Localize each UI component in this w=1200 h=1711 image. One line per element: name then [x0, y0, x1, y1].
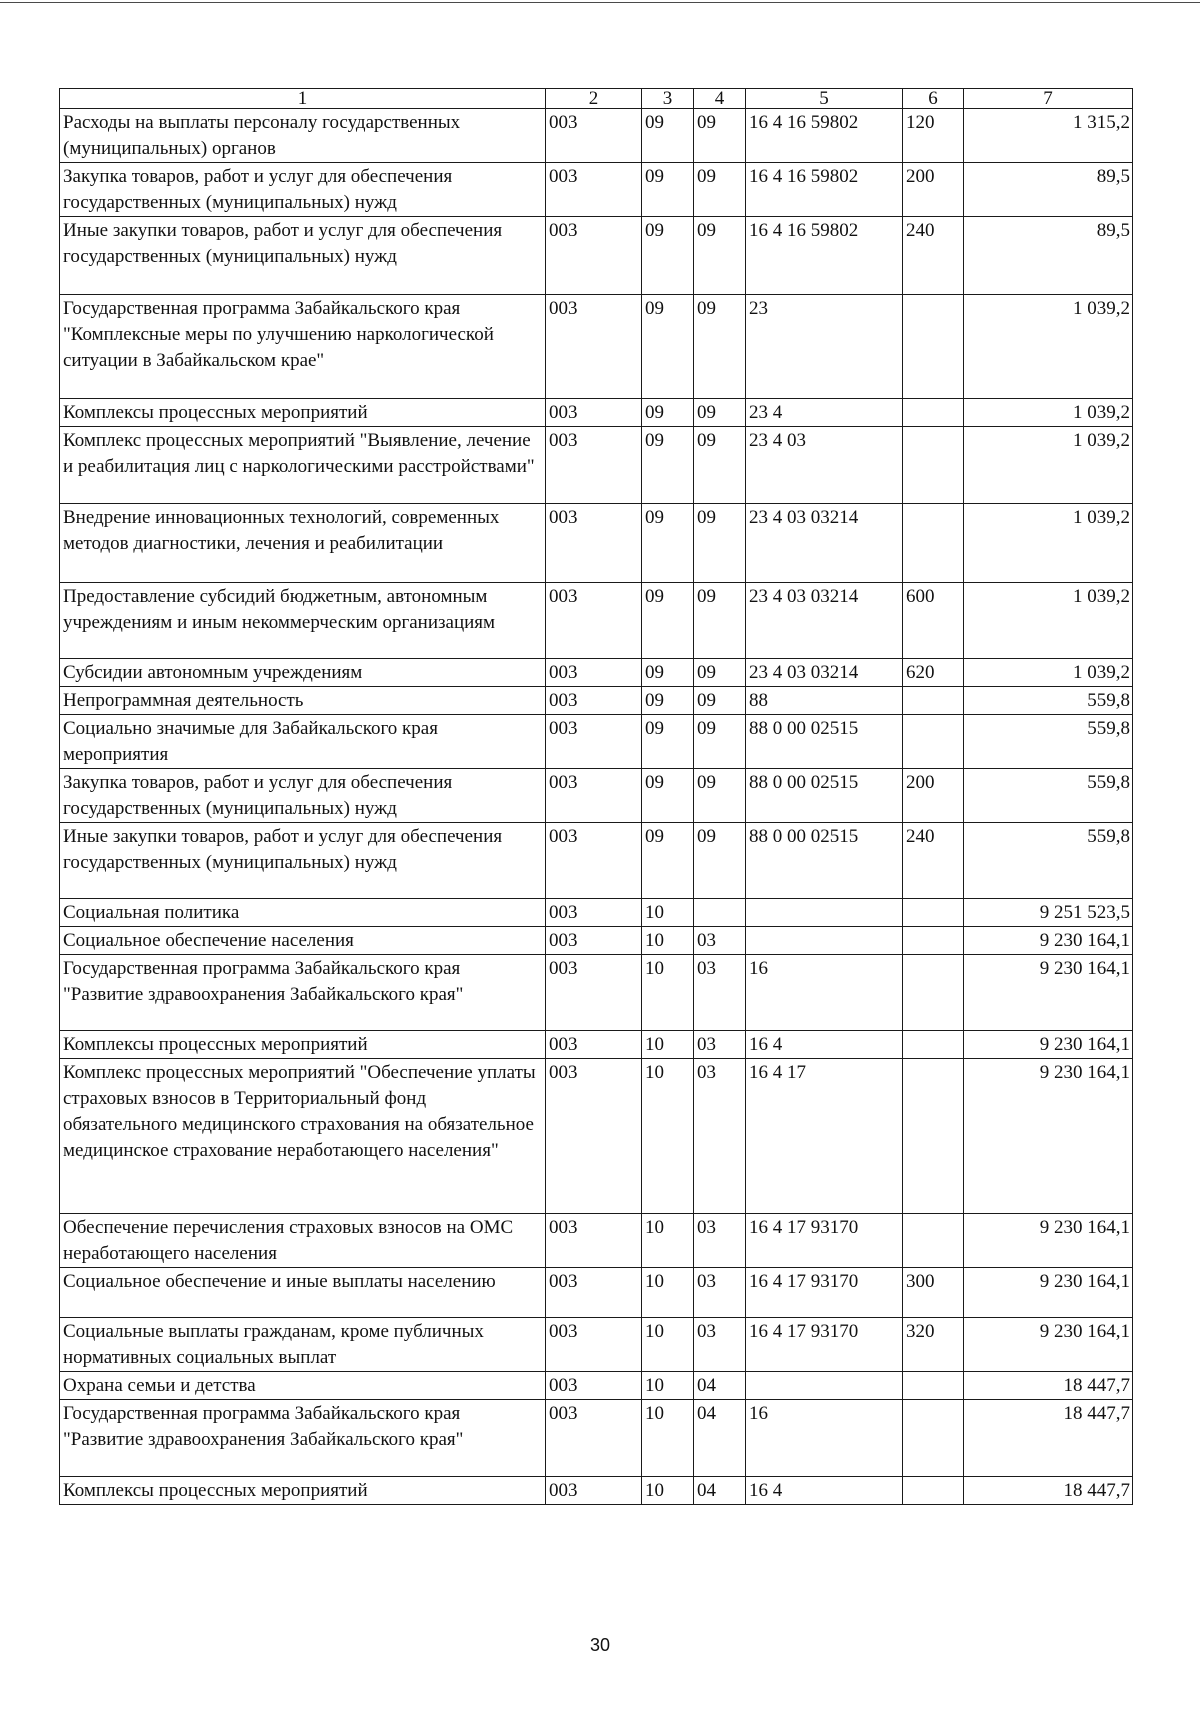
code-cell: 003 — [546, 399, 642, 427]
code-cell: 003 — [546, 217, 642, 295]
subsection-cell: 09 — [694, 399, 746, 427]
target-article-cell — [746, 1372, 903, 1400]
code-cell: 003 — [546, 1268, 642, 1318]
amount-cell: 9 230 164,1 — [964, 1059, 1133, 1214]
target-article-cell: 16 4 17 — [746, 1059, 903, 1214]
code-cell: 003 — [546, 1031, 642, 1059]
code-cell: 003 — [546, 899, 642, 927]
row-name-cell: Социальное обеспечение населения — [60, 927, 546, 955]
expense-type-cell: 120 — [903, 109, 964, 163]
expense-type-cell — [903, 295, 964, 399]
section-cell: 09 — [642, 163, 694, 217]
target-article-cell: 23 4 03 — [746, 427, 903, 504]
expense-type-cell — [903, 427, 964, 504]
amount-cell: 559,8 — [964, 715, 1133, 769]
table-row — [60, 927, 1133, 955]
row-name-cell: Социальные выплаты гражданам, кроме публичных нормативных социальных выплат — [60, 1318, 546, 1372]
row-name-cell: Расходы на выплаты персоналу государственных (муниципальных) органов — [60, 109, 546, 163]
target-article-cell: 88 0 00 02515 — [746, 769, 903, 823]
expense-type-cell — [903, 1214, 964, 1268]
table-row — [60, 687, 1133, 715]
amount-cell: 1 039,2 — [964, 583, 1133, 659]
amount-cell: 9 230 164,1 — [964, 1318, 1133, 1372]
page-number: 30 — [589, 1635, 611, 1655]
amount-cell: 9 230 164,1 — [964, 1031, 1133, 1059]
column-number-row — [60, 89, 1133, 109]
target-article-cell: 88 0 00 02515 — [746, 715, 903, 769]
section-cell: 09 — [642, 504, 694, 583]
row-name-cell: Охрана семьи и детства — [60, 1372, 546, 1400]
table-row — [60, 1059, 1133, 1214]
section-cell: 10 — [642, 899, 694, 927]
amount-cell: 9 230 164,1 — [964, 1268, 1133, 1318]
subsection-cell: 09 — [694, 583, 746, 659]
target-article-cell: 16 4 16 59802 — [746, 163, 903, 217]
code-cell: 003 — [546, 1318, 642, 1372]
code-cell: 003 — [546, 504, 642, 583]
code-cell: 003 — [546, 687, 642, 715]
target-article-cell — [746, 899, 903, 927]
column-number-cell: 1 — [60, 89, 546, 109]
section-cell: 10 — [642, 1372, 694, 1400]
expense-type-cell: 200 — [903, 163, 964, 217]
row-name-cell: Обеспечение перечисления страховых взносов на ОМС неработающего населения — [60, 1214, 546, 1268]
section-cell: 09 — [642, 295, 694, 399]
expense-type-cell — [903, 687, 964, 715]
row-name-cell: Комплексы процессных мероприятий — [60, 399, 546, 427]
code-cell: 003 — [546, 955, 642, 1031]
expense-type-cell: 320 — [903, 1318, 964, 1372]
row-name-cell: Государственная программа Забайкальского края "Развитие здравоохранения Забайкальского края" — [60, 955, 546, 1031]
row-name-cell: Комплексы процессных мероприятий — [60, 1477, 546, 1505]
section-cell: 10 — [642, 1214, 694, 1268]
expense-type-cell — [903, 1400, 964, 1477]
column-number-cell: 7 — [964, 89, 1133, 109]
target-article-cell: 16 4 — [746, 1031, 903, 1059]
expense-type-cell — [903, 1059, 964, 1214]
table-row — [60, 899, 1133, 927]
subsection-cell: 09 — [694, 769, 746, 823]
target-article-cell: 23 — [746, 295, 903, 399]
section-cell: 09 — [642, 687, 694, 715]
subsection-cell — [694, 899, 746, 927]
column-number-cell: 3 — [642, 89, 694, 109]
section-cell: 10 — [642, 955, 694, 1031]
code-cell: 003 — [546, 295, 642, 399]
table-row — [60, 163, 1133, 217]
subsection-cell: 03 — [694, 1214, 746, 1268]
section-cell: 10 — [642, 1059, 694, 1214]
row-name-cell: Непрограммная деятельность — [60, 687, 546, 715]
table-row — [60, 1268, 1133, 1318]
table-row — [60, 427, 1133, 504]
table-row — [60, 1400, 1133, 1477]
section-cell: 09 — [642, 659, 694, 687]
table-row — [60, 769, 1133, 823]
subsection-cell: 03 — [694, 1031, 746, 1059]
row-name-cell: Социальное обеспечение и иные выплаты населению — [60, 1268, 546, 1318]
row-name-cell: Внедрение инновационных технологий, современных методов диагностики, лечения и реабилитации — [60, 504, 546, 583]
expense-type-cell — [903, 955, 964, 1031]
code-cell: 003 — [546, 1477, 642, 1505]
table-row — [60, 659, 1133, 687]
amount-cell: 1 039,2 — [964, 295, 1133, 399]
subsection-cell: 09 — [694, 687, 746, 715]
table-row — [60, 109, 1133, 163]
expense-type-cell: 200 — [903, 769, 964, 823]
code-cell: 003 — [546, 1400, 642, 1477]
expense-type-cell — [903, 899, 964, 927]
table-row — [60, 295, 1133, 399]
row-name-cell: Иные закупки товаров, работ и услуг для обеспечения государственных (муниципальных) нужд — [60, 217, 546, 295]
section-cell: 09 — [642, 769, 694, 823]
table-row — [60, 823, 1133, 899]
amount-cell: 559,8 — [964, 823, 1133, 899]
section-cell: 10 — [642, 1400, 694, 1477]
expense-type-cell — [903, 1477, 964, 1505]
row-name-cell: Закупка товаров, работ и услуг для обеспечения государственных (муниципальных) нужд — [60, 769, 546, 823]
section-cell: 10 — [642, 1318, 694, 1372]
subsection-cell: 09 — [694, 823, 746, 899]
target-article-cell — [746, 927, 903, 955]
amount-cell: 18 447,7 — [964, 1477, 1133, 1505]
expense-type-cell: 240 — [903, 823, 964, 899]
table-row — [60, 1214, 1133, 1268]
expense-type-cell: 300 — [903, 1268, 964, 1318]
column-number-cell: 4 — [694, 89, 746, 109]
expense-type-cell — [903, 1372, 964, 1400]
target-article-cell: 16 — [746, 955, 903, 1031]
budget-table — [59, 88, 1133, 1505]
target-article-cell: 23 4 — [746, 399, 903, 427]
target-article-cell: 23 4 03 03214 — [746, 504, 903, 583]
subsection-cell: 03 — [694, 1059, 746, 1214]
section-cell: 09 — [642, 217, 694, 295]
target-article-cell: 23 4 03 03214 — [746, 583, 903, 659]
target-article-cell: 88 — [746, 687, 903, 715]
row-name-cell: Комплекс процессных мероприятий "Выявление, лечение и реабилитация лиц с наркологическими расстройствами" — [60, 427, 546, 504]
amount-cell: 1 315,2 — [964, 109, 1133, 163]
code-cell: 003 — [546, 1372, 642, 1400]
section-cell: 09 — [642, 583, 694, 659]
amount-cell: 18 447,7 — [964, 1400, 1133, 1477]
table-body — [60, 109, 1133, 1505]
amount-cell: 9 251 523,5 — [964, 899, 1133, 927]
section-cell: 09 — [642, 399, 694, 427]
section-cell: 09 — [642, 823, 694, 899]
amount-cell: 1 039,2 — [964, 427, 1133, 504]
code-cell: 003 — [546, 927, 642, 955]
code-cell: 003 — [546, 583, 642, 659]
table-row — [60, 1477, 1133, 1505]
amount-cell: 18 447,7 — [964, 1372, 1133, 1400]
column-number-cell: 5 — [746, 89, 903, 109]
section-cell: 09 — [642, 715, 694, 769]
table-row — [60, 1372, 1133, 1400]
target-article-cell: 16 4 — [746, 1477, 903, 1505]
column-number-cell: 2 — [546, 89, 642, 109]
code-cell: 003 — [546, 1214, 642, 1268]
column-number-cell: 6 — [903, 89, 964, 109]
target-article-cell: 16 4 16 59802 — [746, 217, 903, 295]
subsection-cell: 03 — [694, 1318, 746, 1372]
expense-type-cell: 240 — [903, 217, 964, 295]
table-row — [60, 715, 1133, 769]
expense-type-cell: 620 — [903, 659, 964, 687]
target-article-cell: 16 4 17 93170 — [746, 1318, 903, 1372]
target-article-cell: 16 — [746, 1400, 903, 1477]
table-row — [60, 1031, 1133, 1059]
amount-cell: 9 230 164,1 — [964, 955, 1133, 1031]
row-name-cell: Государственная программа Забайкальского края "Развитие здравоохранения Забайкальского края" — [60, 1400, 546, 1477]
code-cell: 003 — [546, 769, 642, 823]
target-article-cell: 23 4 03 03214 — [746, 659, 903, 687]
table-row — [60, 1318, 1133, 1372]
row-name-cell: Социально значимые для Забайкальского края мероприятия — [60, 715, 546, 769]
subsection-cell: 09 — [694, 504, 746, 583]
amount-cell: 559,8 — [964, 769, 1133, 823]
code-cell: 003 — [546, 109, 642, 163]
row-name-cell: Закупка товаров, работ и услуг для обеспечения государственных (муниципальных) нужд — [60, 163, 546, 217]
subsection-cell: 09 — [694, 659, 746, 687]
table-row — [60, 955, 1133, 1031]
subsection-cell: 09 — [694, 295, 746, 399]
subsection-cell: 09 — [694, 163, 746, 217]
table-row — [60, 217, 1133, 295]
table-row — [60, 583, 1133, 659]
subsection-cell: 03 — [694, 955, 746, 1031]
code-cell: 003 — [546, 427, 642, 504]
row-name-cell: Предоставление субсидий бюджетным, автономным учреждениям и иным некоммерческим организациям — [60, 583, 546, 659]
amount-cell: 1 039,2 — [964, 504, 1133, 583]
target-article-cell: 88 0 00 02515 — [746, 823, 903, 899]
amount-cell: 1 039,2 — [964, 399, 1133, 427]
expense-type-cell — [903, 715, 964, 769]
section-cell: 10 — [642, 1031, 694, 1059]
amount-cell: 1 039,2 — [964, 659, 1133, 687]
section-cell: 09 — [642, 109, 694, 163]
subsection-cell: 04 — [694, 1477, 746, 1505]
expense-type-cell — [903, 927, 964, 955]
section-cell: 10 — [642, 1268, 694, 1318]
target-article-cell: 16 4 17 93170 — [746, 1268, 903, 1318]
row-name-cell: Социальная политика — [60, 899, 546, 927]
subsection-cell: 09 — [694, 109, 746, 163]
subsection-cell: 04 — [694, 1400, 746, 1477]
scan-top-edge — [0, 2, 1200, 3]
code-cell: 003 — [546, 163, 642, 217]
subsection-cell: 09 — [694, 427, 746, 504]
code-cell: 003 — [546, 1059, 642, 1214]
code-cell: 003 — [546, 715, 642, 769]
target-article-cell: 16 4 16 59802 — [746, 109, 903, 163]
amount-cell: 89,5 — [964, 163, 1133, 217]
amount-cell: 89,5 — [964, 217, 1133, 295]
expense-type-cell: 600 — [903, 583, 964, 659]
row-name-cell: Субсидии автономным учреждениям — [60, 659, 546, 687]
row-name-cell: Государственная программа Забайкальского края "Комплексные меры по улучшению наркологической ситуации в Забайкальском крае" — [60, 295, 546, 399]
expense-type-cell — [903, 1031, 964, 1059]
subsection-cell: 09 — [694, 217, 746, 295]
row-name-cell: Комплексы процессных мероприятий — [60, 1031, 546, 1059]
target-article-cell: 16 4 17 93170 — [746, 1214, 903, 1268]
code-cell: 003 — [546, 823, 642, 899]
section-cell: 10 — [642, 1477, 694, 1505]
section-cell: 10 — [642, 927, 694, 955]
amount-cell: 559,8 — [964, 687, 1133, 715]
code-cell: 003 — [546, 659, 642, 687]
amount-cell: 9 230 164,1 — [964, 927, 1133, 955]
subsection-cell: 09 — [694, 715, 746, 769]
subsection-cell: 03 — [694, 927, 746, 955]
row-name-cell: Комплекс процессных мероприятий "Обеспечение уплаты страховых взносов в Территориальный фонд обязательного медицинского страхования на обязательное медицинское страхование неработающего населения" — [60, 1059, 546, 1214]
row-name-cell: Иные закупки товаров, работ и услуг для обеспечения государственных (муниципальных) нужд — [60, 823, 546, 899]
table-row — [60, 504, 1133, 583]
expense-type-cell — [903, 399, 964, 427]
section-cell: 09 — [642, 427, 694, 504]
amount-cell: 9 230 164,1 — [964, 1214, 1133, 1268]
subsection-cell: 03 — [694, 1268, 746, 1318]
expense-type-cell — [903, 504, 964, 583]
table-row — [60, 399, 1133, 427]
subsection-cell: 04 — [694, 1372, 746, 1400]
